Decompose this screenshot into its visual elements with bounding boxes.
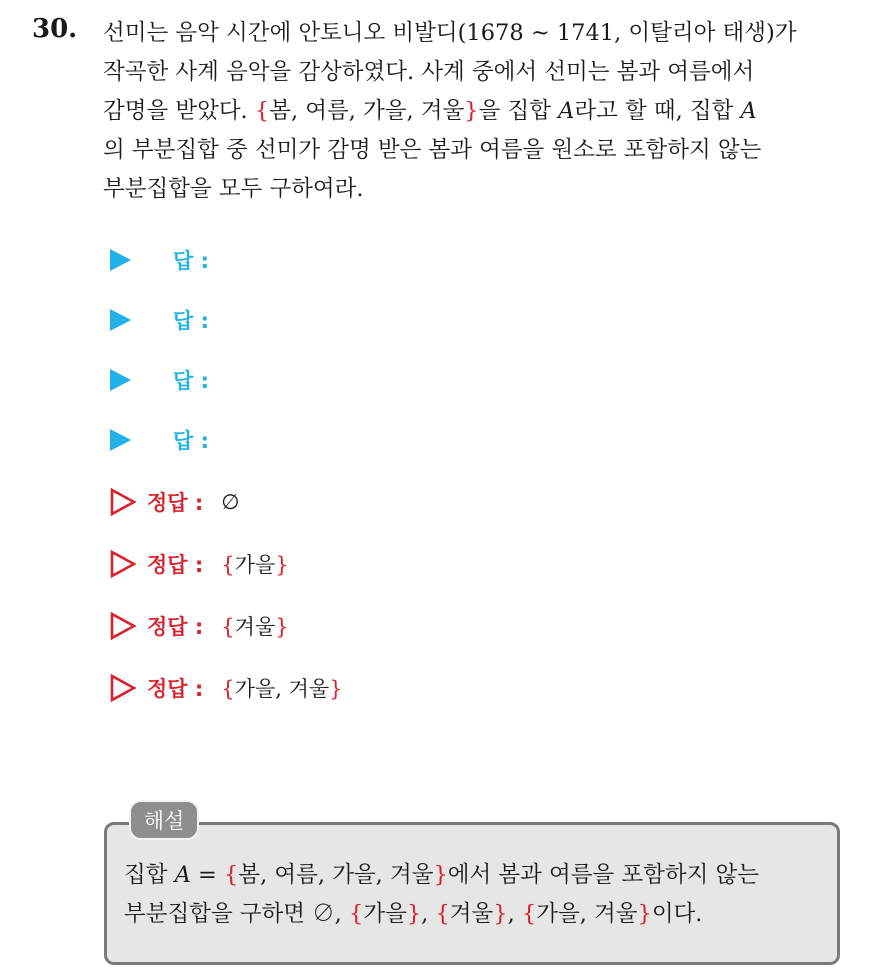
answer-label: 답 : <box>173 249 209 273</box>
explanation-tag: 해설 <box>129 800 199 840</box>
set-open-brace: { <box>435 901 450 927</box>
set-close-brace: } <box>433 862 448 888</box>
set-close-brace: } <box>275 615 289 639</box>
set-variable: A <box>740 98 757 124</box>
set-variable: A <box>558 98 575 124</box>
set-open-brace: { <box>254 98 270 124</box>
question-line-2: 작곡한 사계 음악을 감상하였다. 사계 중에서 선미는 봄과 여름에서 <box>103 59 755 85</box>
set-variable: A <box>174 862 191 888</box>
set-close-brace: } <box>493 901 508 927</box>
explanation-line-1-post: 에서 봄과 여름을 포함하지 않는 <box>447 862 759 888</box>
question-text <box>103 14 863 209</box>
set-close-brace: } <box>637 901 652 927</box>
explanation-text <box>124 856 824 934</box>
set-open-brace: { <box>521 901 537 927</box>
outline-triangle-icon <box>110 550 136 578</box>
answer-row[interactable] <box>110 300 510 340</box>
set-open-brace: { <box>221 553 235 577</box>
question-line-3-mid: 을 집합 <box>478 98 559 124</box>
correct-answer-label: 정답 : <box>147 615 204 639</box>
answer-label: 답 : <box>173 429 209 453</box>
set-close-brace: } <box>329 677 343 701</box>
play-triangle-icon <box>110 309 131 331</box>
play-triangle-icon <box>110 249 131 271</box>
correct-answer-row <box>110 482 510 522</box>
question-number: 30. <box>32 14 78 44</box>
question-line-1: 선미는 음악 시간에 안토니오 비발디(1678 ~ 1741, 이탈리아 태생)가 <box>103 20 797 46</box>
set-close-brace: } <box>406 901 422 927</box>
explanation-line-1-pre: 집합 <box>124 862 175 888</box>
play-triangle-icon <box>110 369 131 391</box>
separator: , <box>507 901 522 927</box>
explanation-line-2-post: 이다. <box>651 901 703 927</box>
outline-triangle-icon <box>110 612 136 640</box>
explanation-line-2-pre: 부분집합을 구하면 ∅, <box>124 901 349 927</box>
set-elements: 가을, 겨울 <box>536 901 638 927</box>
set-close-brace: } <box>275 553 289 577</box>
correct-answer-label: 정답 : <box>147 491 204 515</box>
correct-answer-label: 정답 : <box>147 553 204 577</box>
set-elements: 겨울 <box>234 615 276 639</box>
set-open-brace: { <box>221 677 235 701</box>
set-elements: 봄, 여름, 가을, 겨울 <box>238 862 434 888</box>
set-open-brace: { <box>349 901 364 927</box>
outline-triangle-icon <box>110 674 136 702</box>
set-elements: 가을 <box>363 901 407 927</box>
explanation-line-1 <box>124 856 824 895</box>
equals-sign: = <box>190 862 225 888</box>
separator: , <box>421 901 436 927</box>
answer-label: 답 : <box>173 369 209 393</box>
explanation-line-2 <box>124 895 824 934</box>
play-triangle-icon <box>110 429 131 451</box>
question-line-3 <box>103 92 863 131</box>
question-line-4: 의 부분집합 중 선미가 감명 받은 봄과 여름을 원소로 포함하지 않는 <box>103 137 762 163</box>
set-elements: 겨울 <box>449 901 494 927</box>
answer-label: 답 : <box>173 309 209 333</box>
correct-answer-value <box>221 673 342 703</box>
correct-answer-value <box>221 611 288 641</box>
answer-row[interactable] <box>110 240 510 280</box>
set-elements: 가을, 겨울 <box>234 677 330 701</box>
correct-answer-value: ∅ <box>221 490 240 514</box>
answer-row[interactable] <box>110 420 510 460</box>
set-elements: 가을 <box>234 553 276 577</box>
correct-answer-value <box>221 549 288 579</box>
set-open-brace: { <box>224 862 239 888</box>
question-line-3-post: 라고 할 때, 집합 <box>574 98 741 124</box>
set-elements: 봄, 여름, 가을, 겨울 <box>269 98 465 124</box>
correct-answer-row <box>110 668 510 708</box>
correct-answer-row <box>110 544 510 584</box>
correct-answer-row <box>110 606 510 646</box>
question-line-5: 부분집합을 모두 구하여라. <box>103 176 364 202</box>
answer-row[interactable] <box>110 360 510 400</box>
correct-answer-label: 정답 : <box>147 677 204 701</box>
set-open-brace: { <box>221 615 235 639</box>
question-line-3-pre: 감명을 받았다. <box>103 98 255 124</box>
set-close-brace: } <box>464 98 479 124</box>
outline-triangle-icon <box>110 488 136 516</box>
